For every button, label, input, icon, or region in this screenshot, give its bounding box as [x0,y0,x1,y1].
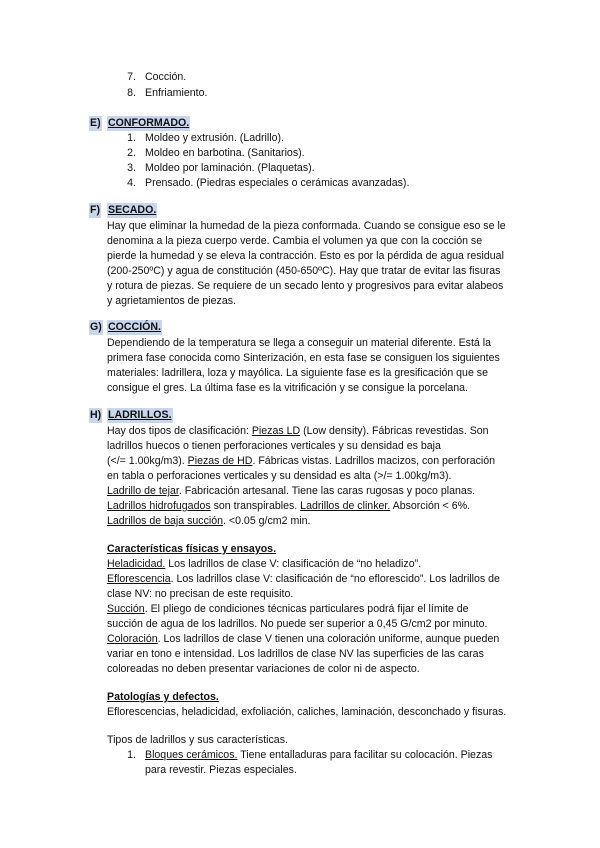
list-number: 2. [127,147,136,159]
text-run: Tiene entalladuras para facilitar su colocación. Piezas [237,749,493,761]
section-letter-e: E) [90,117,101,129]
list-item-continuation: para revestir. Piezas especiales. [145,764,297,776]
term-coloracion: Coloración [107,633,158,645]
text-run: . Fábricas vistas. Ladrillos macizos, con perforación [252,455,496,467]
paragraph-line: coloreadas no deben presentar variaciones de color ni de aspecto. [107,663,420,675]
paragraph-line: clase NV: no precisan de este requisito. [107,588,294,600]
term-bloques-ceramicos: Bloques cerámicos. [145,749,238,761]
list-item: Moldeo y extrusión. (Ladrillo). [145,132,284,144]
text-run: . Los ladrillos clase V: clasificación de “no eflorescido”. Los ladrillos de [170,573,500,585]
term-piezas-hd: Piezas de HD [187,455,253,467]
list-item: Prensado. (Piedras especiales o cerámicas avanzadas). [145,177,410,189]
text-run: . El pliego de condiciones técnicas particulares podrá fijar el límite de [144,603,469,615]
subheading-caracteristicas: Características físicas y ensayos. [107,543,277,555]
term-ladrillos-hidrofugados: Ladrillos hidrofugados [107,500,211,512]
paragraph-line [107,424,489,439]
section-title-conformado: CONFORMADO. [108,117,190,129]
section-title-secado: SECADO. [108,204,157,216]
section-title-coccion: COCCIÓN. [108,321,161,333]
paragraph-line: succión de agua de los ladrillos. No puede ser superior a 0,45 G/cm2 por minuto. [107,618,488,630]
paragraph-line: materiales: ladrillera, loza y mayólica. La siguiente fase es la gresificación que se [107,367,488,379]
subheading-patologias: Patologías y defectos. [107,691,219,703]
section-letter-g: G) [90,321,102,333]
paragraph-line: Dependiendo de la temperatura se llega a conseguir un material diferente. Está la [107,337,491,349]
paragraph-line: consigue el gres. La última fase es la vitrificación y se consigue la porcelana. [107,382,468,394]
list-item: Cocción. [145,71,187,83]
text-run: (</= 1.00kg/m3). [107,455,188,467]
text-run: Los ladrillos de clase V: clasificación de “no heladizo”. [165,558,422,570]
list-number: 4. [127,177,136,189]
paragraph-line: Tipos de ladrillos y sus características. [107,734,288,746]
list-item: Moldeo por laminación. (Plaquetas). [145,162,315,174]
paragraph-line: ladrillos huecos o tienen perforaciones verticales y su densidad es baja [107,440,441,452]
term-heladicidad: Heladicidad. [107,558,166,570]
term-ladrillos-clinker: Ladrillos de clinker. [300,500,391,512]
term-succion: Succión [107,603,145,615]
paragraph-line [107,572,500,587]
list-item: Moldeo en barbotina. (Sanitarios). [145,147,305,159]
paragraph-line [107,514,310,529]
text-run: . <0.05 g/cm2 min. [223,515,311,527]
term-ladrillo-tejar: Ladrillo de tejar [107,485,179,497]
list-number: 3. [127,162,136,174]
term-eflorescencia: Eflorescencia [107,573,171,585]
paragraph-line: denomina a la pieza cuerpo verde. Cambia el volumen ya que con la cocción se [107,235,483,247]
paragraph-line [107,602,469,617]
section-title-ladrillos: LADRILLOS. [108,409,172,421]
text-run: son transpirables. [210,500,301,512]
list-number: 8. [127,87,136,99]
paragraph-line [107,499,470,514]
list-number: 1. [127,132,136,144]
paragraph-line: primera fase conocida como Sinterización, en esta fase se consiguen los siguientes [107,352,500,364]
list-number: 7. [127,71,136,83]
list-item [145,748,492,763]
list-number: 1. [127,749,136,761]
paragraph-line: y rotura de piezas. Se requiere de un secado lento y progresivos para evitar alabeos [107,280,504,292]
paragraph-line: (200-250ºC) y agua de constitución (450-650ºC). Hay que tratar de evitar las fisuras [107,265,501,277]
term-ladrillos-baja-succion: Ladrillos de baja succión [107,515,224,527]
text-run: . Los ladrillos de clase V tienen una coloración uniforme, aunque pueden [157,633,500,645]
paragraph-line [107,454,495,469]
paragraph-line: variar en tono e intensidad. Los ladrillos de clase NV las superficies de las caras [107,648,484,660]
text-run: . Fabricación artesanal. Tiene las caras rugosas y poco planas. [178,485,476,497]
paragraph-line [107,484,475,499]
paragraph-line: pierde la humedad y se eleva la contracción. Esto es por la pérdida de agua residual [107,250,504,262]
text-run: (Low density). Fábricas revestidas. Son [300,425,489,437]
text-run: Hay dos tipos de clasificación: [107,425,252,437]
paragraph-line [107,632,499,647]
paragraph-line: en tabla o perforaciones verticales y su densidad es alta (>/= 1.00kg/m3). [107,470,452,482]
paragraph-line: Eflorescencias, heladicidad, exfoliación, caliches, laminación, desconchado y fisuras. [107,706,507,718]
section-letter-h: H) [90,409,102,421]
list-item: Enfriamiento. [145,87,208,99]
paragraph-line: y agrietamientos de piezas. [107,295,236,307]
paragraph-line: Hay que eliminar la humedad de la pieza conformada. Cuando se consigue eso se le [107,220,506,232]
term-piezas-ld: Piezas LD [251,425,301,437]
text-run: Absorción < 6%. [390,500,471,512]
section-letter-f: F) [90,204,100,216]
paragraph-line [107,557,421,572]
